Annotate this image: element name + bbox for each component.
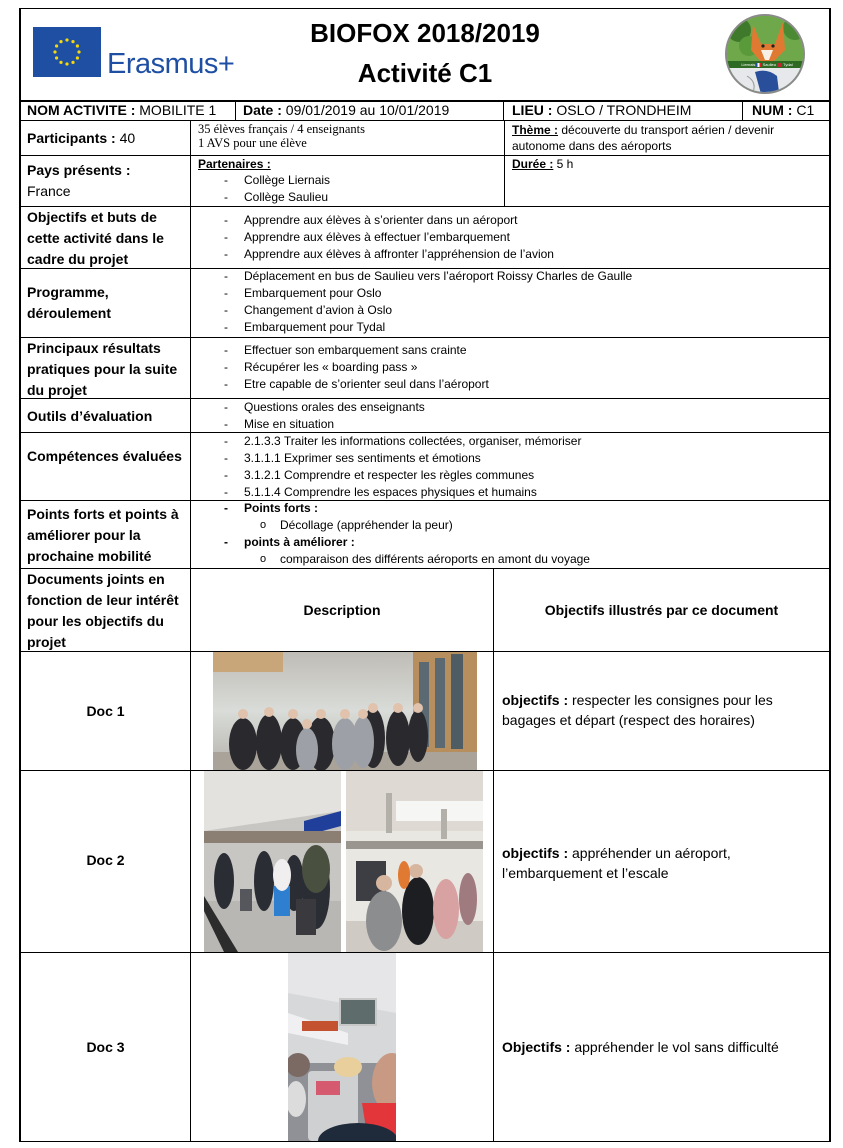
lieu-value: OSLO / TRONDHEIM	[552, 102, 692, 118]
doc-name: Doc 1	[86, 703, 125, 719]
objectif-item: - Apprendre aux élèves à s’orienter dans un aéroport	[190, 212, 554, 229]
frame-bottom-border	[19, 1141, 831, 1142]
partenaires-field	[198, 156, 271, 172]
points-forts-label: - Points forts :	[190, 500, 318, 517]
col-divider	[503, 101, 504, 121]
participants-value: 40	[115, 130, 136, 146]
outil-item: - Mise en situation	[190, 416, 425, 433]
points-ameliorer-block	[190, 534, 355, 551]
programme-label: Programme, déroulement	[27, 284, 112, 321]
duree-field	[512, 156, 573, 172]
objectif-item: - Apprendre aux élèves à affronter l’appréhension de l’avion	[190, 246, 554, 263]
partenaire-item: - Collège Liernais	[190, 172, 330, 189]
programme-list	[190, 268, 632, 336]
doc-objectifs	[502, 843, 824, 883]
eu-stars-icon	[33, 27, 101, 77]
nom-activite-value: MOBILITE 1	[135, 102, 217, 118]
point-fort-item: o Décollage (appréhender la peur)	[190, 517, 453, 534]
doc-name: Doc 2	[86, 852, 125, 868]
france-flag-icon	[756, 63, 761, 67]
participants-label: Participants :	[27, 130, 116, 146]
doc-objectifs-label: objectifs :	[502, 692, 569, 708]
participants-detail-line: 35 élèves français / 4 enseignants	[198, 122, 365, 136]
objectifs-label: Objectifs et buts de cette activité dans le cadre du projet	[27, 209, 164, 267]
participants-detail-line: 1 AVS pour une élève	[198, 136, 307, 150]
resultat-item: - Effectuer son embarquement sans crainte	[190, 342, 489, 359]
frame-right-border	[829, 8, 831, 1142]
badge-banner-liernais: Liernais	[741, 62, 756, 67]
participants-field	[27, 128, 135, 148]
outil-item: - Questions orales des enseignants	[190, 399, 425, 416]
competence-item: - 5.1.1.4 Comprendre les espaces physiques et humains	[190, 484, 581, 501]
security-photo-image	[346, 771, 483, 952]
doc-objectifs	[502, 690, 824, 730]
lieu-field	[512, 102, 691, 119]
pays-field	[27, 160, 131, 202]
programme-item: - Embarquement pour Tydal	[190, 319, 632, 336]
group-photo-image	[213, 652, 477, 770]
theme-field	[512, 122, 824, 154]
num-label: NUM :	[752, 102, 793, 118]
security-photo	[346, 771, 483, 952]
resultat-item: - Etre capable de s’orienter seul dans l’aéroport	[190, 376, 489, 393]
frame-left-border	[19, 8, 21, 1142]
competence-item: - 3.1.1.1 Exprimer ses sentiments et émotions	[190, 450, 581, 467]
date-field	[243, 102, 449, 119]
check-in-photo-image	[204, 771, 341, 952]
pays-value: France	[27, 183, 71, 199]
row-divider	[19, 120, 831, 121]
num-value: C1	[792, 102, 815, 118]
documents-label: Documents joints en fonction de leur intérêt pour les objectifs du projet	[27, 571, 179, 650]
description-column-header: Description	[303, 602, 381, 618]
duree-value: 5 h	[553, 157, 574, 171]
partenaires-list	[190, 172, 330, 206]
norway-flag-icon	[777, 63, 782, 67]
partenaire-item: - Collège Saulieu	[190, 189, 330, 206]
frame-top-border	[19, 8, 831, 9]
theme-value: découverte du transport aérien / devenir autonome dans des aéroports	[512, 123, 775, 153]
col-divider	[742, 101, 743, 121]
programme-item: - Embarquement pour Oslo	[190, 285, 632, 302]
row-divider	[19, 155, 831, 156]
date-value: 09/01/2019 au 10/01/2019	[281, 102, 450, 118]
objectif-item: - Apprendre aux élèves à effectuer l’embarquement	[190, 229, 554, 246]
num-field	[752, 102, 814, 119]
resultats-label: Principaux résultats pratiques pour la suite du projet	[27, 340, 178, 398]
competence-item: - 3.1.2.1 Comprendre et respecter les règles communes	[190, 467, 581, 484]
badge-banner-tydal: Tydal	[783, 62, 793, 67]
biofox-badge-logo	[725, 14, 805, 94]
programme-item: - Déplacement en bus de Saulieu vers l’aéroport Roissy Charles de Gaulle	[190, 268, 632, 285]
outils-label: Outils d’évaluation	[27, 408, 153, 424]
erasmus-logo-text: Erasmus+	[107, 48, 235, 80]
doc-objectifs	[502, 1037, 824, 1057]
group-photo	[213, 652, 477, 770]
badge-banner-saulieu: Saulieu	[762, 62, 776, 67]
points-ameliorer-list	[190, 551, 590, 568]
duree-label: Durée :	[512, 157, 554, 171]
page-subtitle: Activité C1	[357, 58, 493, 88]
cabin-photo	[288, 953, 396, 1141]
competences-list	[190, 433, 581, 501]
doc-objectifs-text: appréhender le vol sans difficulté	[570, 1039, 779, 1055]
points-ameliorer-label: - points à améliorer :	[190, 534, 355, 551]
partenaires-label: Partenaires :	[198, 157, 271, 171]
nom-activite-field	[27, 102, 216, 119]
doc-objectifs-label: objectifs :	[502, 845, 569, 861]
competence-item: - 2.1.3.3 Traiter les informations collectées, organiser, mémoriser	[190, 433, 581, 450]
doc-objectifs-label: Objectifs :	[502, 1039, 571, 1055]
page-title: BIOFOX 2018/2019	[310, 18, 540, 48]
badge-banner	[727, 61, 805, 68]
fox-icon	[727, 16, 805, 94]
objectifs-column-header: Objectifs illustrés par ce document	[544, 602, 779, 618]
doc-objectifs-text: appréhender un aéroport, l’embarquement et l’escale	[502, 845, 731, 881]
nom-activite-label: NOM ACTIVITE :	[27, 102, 136, 118]
points-forts-list	[190, 517, 453, 534]
points-label: Points forts et points à améliorer pour la prochaine mobilité	[27, 506, 179, 564]
theme-label: Thème :	[512, 123, 559, 137]
check-in-photo	[204, 771, 341, 952]
pays-label: Pays présents :	[27, 162, 131, 178]
competences-label: Compétences évaluées	[27, 448, 182, 464]
cabin-photo-image	[288, 953, 396, 1141]
doc-name: Doc 3	[86, 1039, 125, 1055]
resultats-list	[190, 342, 489, 393]
points-list	[190, 500, 318, 517]
point-ameliorer-item: o comparaison des différents aéroports en amont du voyage	[190, 551, 590, 568]
eu-flag-logo	[33, 27, 101, 77]
col-divider	[504, 120, 505, 207]
outils-list	[190, 399, 425, 433]
col-divider	[493, 568, 494, 1142]
row-divider	[19, 952, 831, 953]
objectifs-list	[190, 212, 554, 263]
resultat-item: - Récupérer les « boarding pass »	[190, 359, 489, 376]
doc-objectifs-text: respecter les consignes pour les bagages et départ (respect des horaires)	[502, 692, 773, 728]
lieu-label: LIEU :	[512, 102, 553, 118]
programme-item: - Changement d’avion à Oslo	[190, 302, 632, 319]
col-divider	[235, 101, 236, 121]
date-label: Date :	[243, 102, 282, 118]
participants-detail	[198, 122, 365, 150]
